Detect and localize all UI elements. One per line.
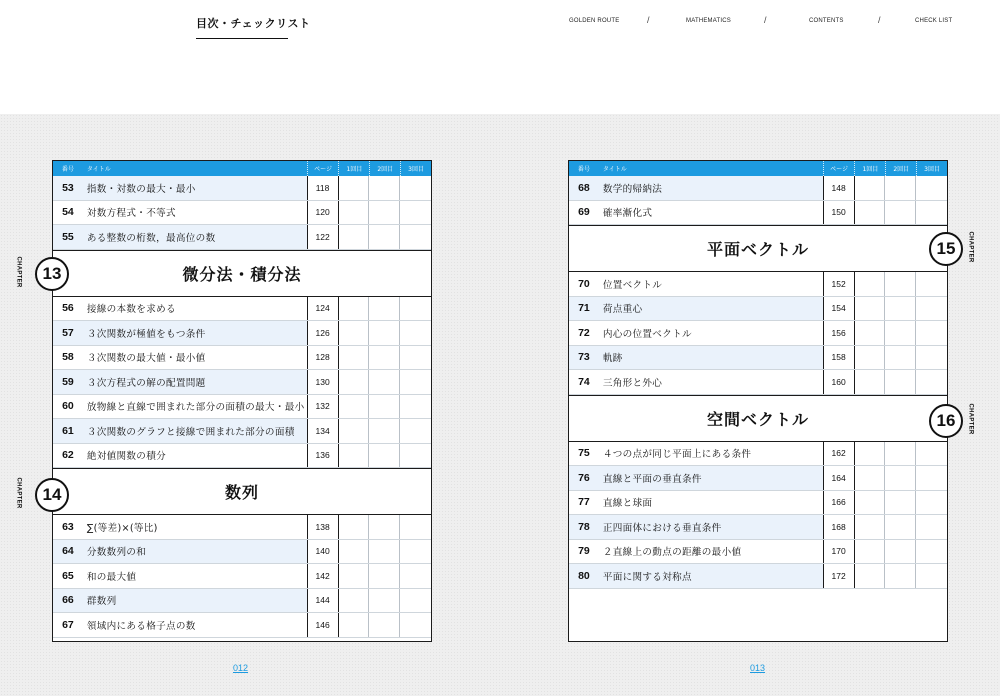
item-page: 136 [307, 444, 339, 468]
item-number: 56 [62, 302, 74, 315]
chapter-heading [569, 225, 947, 272]
item-title: ３次関数の最大値・最小値 [86, 353, 206, 365]
check-box-1[interactable] [339, 444, 370, 468]
item-page: 150 [823, 201, 855, 225]
check-box-3[interactable] [916, 540, 947, 564]
check-box-3[interactable] [916, 272, 947, 296]
check-box-2[interactable] [885, 491, 916, 515]
header-check-1: 1回目 [338, 161, 369, 176]
table-row [53, 176, 431, 201]
item-page: 148 [823, 176, 855, 200]
item-number: 75 [578, 447, 590, 460]
item-page: 152 [823, 272, 855, 296]
check-box-3[interactable] [916, 564, 947, 588]
check-box-3[interactable] [400, 321, 431, 345]
item-page: 124 [307, 297, 339, 321]
check-box-1[interactable] [855, 442, 886, 466]
item-number: 69 [578, 206, 590, 219]
item-page: 170 [823, 540, 855, 564]
item-number: 64 [62, 545, 74, 558]
check-box-3[interactable] [400, 589, 431, 613]
check-box-2[interactable] [885, 272, 916, 296]
table-row [569, 176, 947, 201]
chapter-heading [53, 250, 431, 297]
item-number: 66 [62, 594, 74, 607]
check-box-3[interactable] [400, 613, 431, 637]
header-check-1: 1回目 [854, 161, 885, 176]
rows-group [53, 297, 431, 469]
header-check-2: 2回目 [369, 161, 400, 176]
check-box-2[interactable] [369, 564, 400, 588]
item-number: 61 [62, 424, 74, 437]
checklist-table-left [52, 160, 432, 642]
item-title: 接線の本数を求める [86, 304, 176, 316]
table-row [53, 321, 431, 346]
item-title: 放物線と直線で囲まれた部分の面積の最大・最小 [86, 402, 305, 414]
item-number: 78 [578, 520, 590, 533]
table-row [569, 201, 947, 226]
item-number: 63 [62, 520, 74, 533]
chapter-number-badge: 13 [35, 257, 69, 291]
check-box-3[interactable] [400, 419, 431, 443]
table-row [569, 272, 947, 297]
item-title: 数学的帰納法 [602, 183, 663, 195]
item-page: 166 [823, 491, 855, 515]
check-box-2[interactable] [369, 201, 400, 225]
breadcrumb-separator: / [764, 15, 767, 25]
check-box-1[interactable] [339, 515, 370, 539]
item-page: 128 [307, 346, 339, 370]
rows-group [53, 176, 431, 250]
chapter-heading [569, 395, 947, 442]
check-box-1[interactable] [339, 564, 370, 588]
top-band [0, 0, 1000, 114]
check-box-3[interactable] [400, 515, 431, 539]
item-number: 71 [578, 302, 590, 315]
item-page: 118 [307, 176, 339, 200]
item-title: ４つの点が同じ平面上にある条件 [602, 449, 752, 461]
chapter-label: CHAPTER [15, 477, 22, 509]
page-number-right: 013 [750, 663, 766, 673]
item-page: 146 [307, 613, 339, 637]
table-row [53, 589, 431, 614]
breadcrumb-contents[interactable]: CONTENTS [809, 18, 844, 24]
breadcrumb-mathematics[interactable]: MATHEMATICS [686, 18, 731, 24]
check-box-3[interactable] [400, 176, 431, 200]
check-box-1[interactable] [339, 419, 370, 443]
check-box-2[interactable] [369, 515, 400, 539]
check-box-3[interactable] [916, 491, 947, 515]
check-box-1[interactable] [855, 540, 886, 564]
item-page: 156 [823, 321, 855, 345]
item-number: 58 [62, 351, 74, 364]
table-row [53, 201, 431, 226]
check-box-3[interactable] [400, 564, 431, 588]
check-box-2[interactable] [885, 564, 916, 588]
item-page: 140 [307, 540, 339, 564]
check-box-1[interactable] [855, 491, 886, 515]
header-check-2: 2回目 [885, 161, 916, 176]
item-title: 荷点重心 [602, 304, 643, 316]
check-box-3[interactable] [400, 201, 431, 225]
check-box-2[interactable] [885, 466, 916, 490]
check-box-3[interactable] [916, 201, 947, 225]
item-page: 132 [307, 395, 339, 419]
table-row [569, 346, 947, 371]
item-number: 77 [578, 496, 590, 509]
item-page: 126 [307, 321, 339, 345]
check-box-2[interactable] [885, 321, 916, 345]
chapter-title: 数列 [224, 483, 259, 502]
breadcrumb-check-list[interactable]: CHECK LIST [915, 18, 953, 24]
item-title: 平面に関する対称点 [602, 571, 692, 583]
item-title: ３次方程式の解の配置問題 [86, 377, 206, 389]
item-page: 138 [307, 515, 339, 539]
item-title: 絶対値関数の積分 [86, 451, 166, 463]
check-box-1[interactable] [339, 201, 370, 225]
item-page: 172 [823, 564, 855, 588]
header-check-3: 3回目 [916, 161, 947, 176]
item-title: 内心の位置ベクトル [602, 328, 692, 340]
rows-group [53, 515, 431, 638]
item-number: 59 [62, 375, 74, 388]
check-box-2[interactable] [369, 589, 400, 613]
item-number: 68 [578, 181, 590, 194]
item-number: 73 [578, 351, 590, 364]
table-row [53, 395, 431, 420]
chapter-title: 微分法・積分法 [182, 264, 302, 284]
rows-group [569, 442, 947, 589]
item-title: 和の最大値 [86, 571, 137, 583]
check-box-3[interactable] [916, 297, 947, 321]
item-title: 直線と平面の垂直条件 [602, 473, 702, 485]
table-row [53, 225, 431, 250]
table-row [53, 444, 431, 469]
check-box-3[interactable] [400, 540, 431, 564]
chapter-title: 平面ベクトル [706, 240, 809, 259]
item-title: 確率漸化式 [602, 208, 653, 220]
table-row [53, 370, 431, 395]
check-box-2[interactable] [369, 346, 400, 370]
check-box-1[interactable] [339, 395, 370, 419]
check-box-3[interactable] [916, 370, 947, 394]
check-box-3[interactable] [400, 297, 431, 321]
item-title: 軌跡 [602, 353, 623, 365]
item-page: 144 [307, 589, 339, 613]
check-box-1[interactable] [855, 564, 886, 588]
check-box-2[interactable] [369, 176, 400, 200]
table-row [569, 515, 947, 540]
table-header [569, 161, 947, 176]
check-box-1[interactable] [855, 201, 886, 225]
check-box-1[interactable] [339, 321, 370, 345]
check-box-1[interactable] [855, 272, 886, 296]
check-box-1[interactable] [855, 346, 886, 370]
chapter-number-badge: 14 [35, 478, 69, 512]
checklist-table-right [568, 160, 948, 642]
table-row [53, 297, 431, 322]
item-number: 65 [62, 569, 74, 582]
chapter-heading [53, 468, 431, 515]
check-box-1[interactable] [339, 297, 370, 321]
header-page: ページ [823, 161, 855, 176]
header-title: タイトル [86, 166, 111, 173]
check-box-3[interactable] [400, 444, 431, 468]
chapter-number-badge: 15 [929, 232, 963, 266]
item-page: 164 [823, 466, 855, 490]
check-box-3[interactable] [400, 370, 431, 394]
item-number: 55 [62, 230, 74, 243]
chapter-label: CHAPTER [967, 231, 974, 263]
check-box-1[interactable] [855, 466, 886, 490]
check-box-1[interactable] [339, 589, 370, 613]
item-page: 154 [823, 297, 855, 321]
item-page: 134 [307, 419, 339, 443]
page-title: 目次・チェックリスト [196, 15, 288, 39]
table-header [53, 161, 431, 176]
check-box-3[interactable] [400, 346, 431, 370]
check-box-1[interactable] [339, 370, 370, 394]
check-box-2[interactable] [369, 613, 400, 637]
check-box-3[interactable] [916, 442, 947, 466]
item-title: 群数列 [86, 596, 117, 608]
check-box-1[interactable] [855, 515, 886, 539]
check-box-1[interactable] [339, 540, 370, 564]
check-box-2[interactable] [885, 370, 916, 394]
rows-group [569, 272, 947, 395]
table-row [569, 564, 947, 589]
check-box-3[interactable] [916, 515, 947, 539]
item-title: ２直線上の動点の距離の最小値 [602, 547, 742, 559]
item-page: 168 [823, 515, 855, 539]
table-row [53, 515, 431, 540]
table-row [569, 466, 947, 491]
breadcrumb-separator: / [647, 15, 650, 25]
item-title: 指数・対数の最大・最小 [86, 183, 196, 195]
check-box-2[interactable] [369, 321, 400, 345]
item-title: ∑(等差)×(等比) [86, 522, 158, 534]
item-number: 57 [62, 326, 74, 339]
check-box-3[interactable] [916, 466, 947, 490]
table-row [53, 564, 431, 589]
item-page: 162 [823, 442, 855, 466]
check-box-1[interactable] [339, 176, 370, 200]
item-title: 対数方程式・不等式 [86, 208, 176, 220]
page-number-left: 012 [233, 663, 249, 673]
table-row [569, 321, 947, 346]
chapter-label: CHAPTER [967, 403, 974, 435]
item-title: 正四面体における垂直条件 [602, 522, 722, 534]
check-box-2[interactable] [369, 444, 400, 468]
item-title: 分数数列の和 [86, 547, 147, 559]
item-title: ３次関数が極値をもつ条件 [86, 328, 206, 340]
breadcrumb-golden-route[interactable]: GOLDEN ROUTE [569, 18, 620, 24]
item-number: 80 [578, 569, 590, 582]
rows-group [569, 176, 947, 225]
breadcrumb-separator: / [878, 15, 881, 25]
check-box-3[interactable] [916, 346, 947, 370]
check-box-2[interactable] [885, 515, 916, 539]
table-row [53, 613, 431, 638]
table-row [53, 540, 431, 565]
item-number: 53 [62, 181, 74, 194]
item-number: 72 [578, 326, 590, 339]
check-box-1[interactable] [855, 176, 886, 200]
check-box-3[interactable] [400, 395, 431, 419]
check-box-2[interactable] [885, 297, 916, 321]
header-page: ページ [307, 161, 339, 176]
item-title: 直線と球面 [602, 498, 653, 510]
item-page: 160 [823, 370, 855, 394]
check-box-2[interactable] [369, 370, 400, 394]
check-box-3[interactable] [916, 176, 947, 200]
item-page: 142 [307, 564, 339, 588]
item-number: 70 [578, 277, 590, 290]
item-number: 74 [578, 375, 590, 388]
check-box-1[interactable] [339, 225, 370, 249]
check-box-1[interactable] [855, 370, 886, 394]
header-check-3: 3回目 [400, 161, 431, 176]
item-number: 60 [62, 400, 74, 413]
item-title: ３次関数のグラフと接線で囲まれた部分の面積 [86, 426, 295, 438]
item-number: 62 [62, 449, 74, 462]
table-row [569, 442, 947, 467]
item-page: 158 [823, 346, 855, 370]
header-title: タイトル [602, 166, 627, 173]
item-number: 76 [578, 471, 590, 484]
item-title: 位置ベクトル [602, 279, 663, 291]
item-page: 130 [307, 370, 339, 394]
header-number: 番号 [577, 166, 590, 173]
check-box-2[interactable] [885, 176, 916, 200]
table-row [569, 297, 947, 322]
check-box-2[interactable] [885, 442, 916, 466]
check-box-1[interactable] [855, 321, 886, 345]
check-box-2[interactable] [369, 540, 400, 564]
check-box-2[interactable] [369, 395, 400, 419]
item-title: ある整数の桁数，最高位の数 [86, 232, 216, 244]
check-box-1[interactable] [339, 613, 370, 637]
item-number: 54 [62, 206, 74, 219]
chapter-label: CHAPTER [15, 256, 22, 288]
item-page: 122 [307, 225, 339, 249]
check-box-3[interactable] [400, 225, 431, 249]
item-title: 領域内にある格子点の数 [86, 620, 196, 632]
table-row [53, 419, 431, 444]
check-box-2[interactable] [369, 225, 400, 249]
chapter-number-badge: 16 [929, 404, 963, 438]
table-row [53, 346, 431, 371]
header-number: 番号 [61, 166, 74, 173]
table-row [569, 370, 947, 395]
chapter-title: 空間ベクトル [706, 409, 809, 429]
table-row [569, 540, 947, 565]
check-box-2[interactable] [369, 297, 400, 321]
check-box-1[interactable] [339, 346, 370, 370]
item-number: 67 [62, 618, 74, 631]
check-box-2[interactable] [885, 201, 916, 225]
item-page: 120 [307, 201, 339, 225]
check-box-3[interactable] [916, 321, 947, 345]
check-box-2[interactable] [885, 540, 916, 564]
table-row [569, 491, 947, 516]
check-box-2[interactable] [885, 346, 916, 370]
check-box-1[interactable] [855, 297, 886, 321]
item-title: 三角形と外心 [602, 377, 663, 389]
check-box-2[interactable] [369, 419, 400, 443]
item-number: 79 [578, 545, 590, 558]
